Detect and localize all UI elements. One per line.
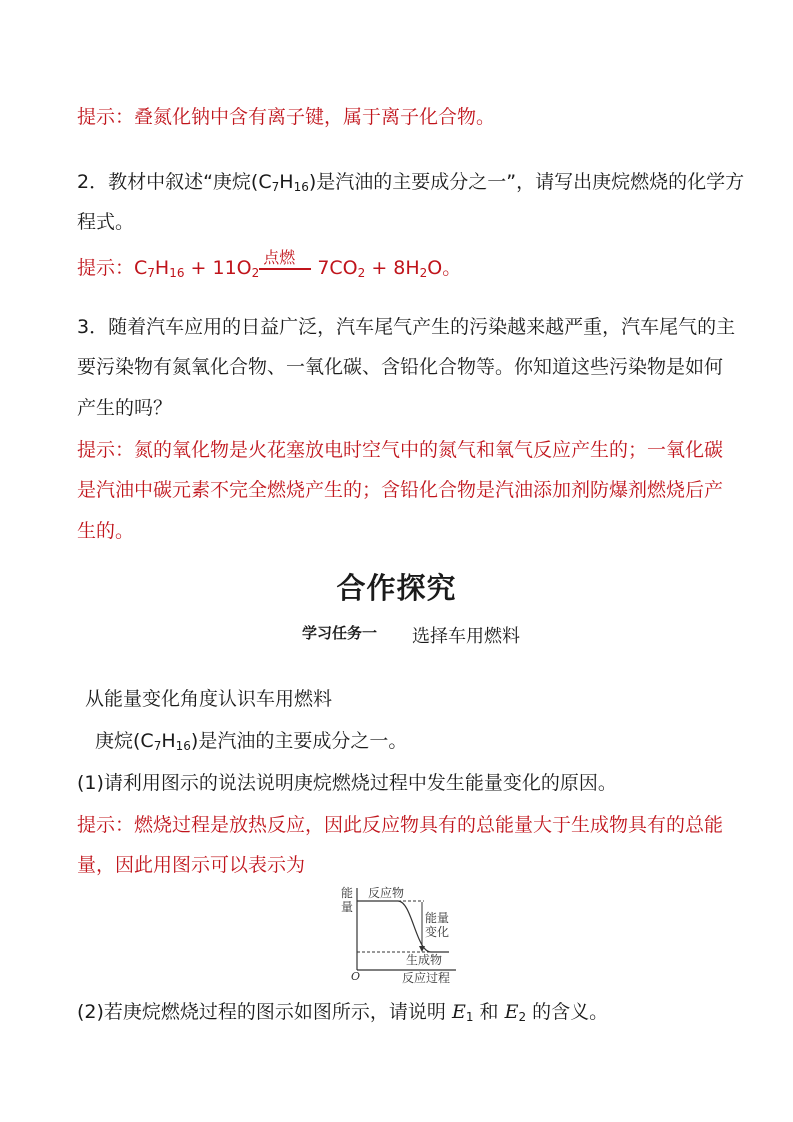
hint-3-line-2: 是汽油中碳元素不完全燃烧产生的；含铅化合物是汽油添加剂防爆剂燃烧后产 <box>77 479 724 501</box>
intro-a: 庚烷(C <box>95 730 154 752</box>
hint-3-line-3: 生的。 <box>77 520 135 542</box>
question-2-line-1 <box>77 170 744 199</box>
question-3-line-3: 产生的吗？ <box>77 397 173 419</box>
question-3-line-1: 3．随着汽车应用的日益广泛，汽车尾气产生的污染越来越严重，汽车尾气的主 <box>77 316 736 338</box>
x-axis-label: 反应过程 <box>402 971 451 984</box>
eq-end: O。 <box>427 257 462 279</box>
hint-2-equation <box>77 248 462 285</box>
intro-sub-16: 16 <box>175 739 191 753</box>
eq-sub-7: 7 <box>147 266 155 280</box>
eq-sub-16: 16 <box>169 266 185 280</box>
question-part-2 <box>77 1000 608 1029</box>
hint-4-line-2: 量，因此用图示可以表示为 <box>77 854 306 876</box>
p2-e1: E <box>451 1001 466 1023</box>
p2-sub-2: 2 <box>518 1010 527 1024</box>
intro-h: H <box>161 730 176 752</box>
question-part-1: (1)请利用图示的说法说明庚烷燃烧过程中发生能量变化的原因。 <box>77 772 617 794</box>
task-name: 选择车用燃料 <box>412 626 520 647</box>
energy-diagram <box>336 884 462 984</box>
origin-label: O <box>351 970 361 983</box>
eq-o2: + 11O <box>184 257 252 279</box>
task-label: 学习任务一 <box>302 624 378 642</box>
p2-sub-1: 1 <box>465 1010 474 1024</box>
energy-change-label-2: 变化 <box>425 925 450 939</box>
p2-b: 的含义。 <box>526 1001 609 1023</box>
hint-4-line-1: 提示：燃烧过程是放热反应，因此反应物具有的总能量大于生成物具有的总能 <box>77 814 724 836</box>
eq-sub-2a: 2 <box>251 266 260 280</box>
reaction-condition: 点燃 <box>263 248 296 267</box>
y-label-1: 能 <box>341 886 354 900</box>
eq-sub-2c: 2 <box>419 266 428 280</box>
q2-sub-7: 7 <box>271 180 280 194</box>
energy-change-label-1: 能量 <box>425 911 450 925</box>
q2-text-a: 2．教材中叙述“庚烷(C <box>77 171 272 193</box>
reaction-arrow <box>259 248 311 280</box>
eq-h2o: + 8H <box>365 257 420 279</box>
hint-1: 提示：叠氮化钠中含有离子键，属于离子化合物。 <box>77 106 496 128</box>
eq-h: H <box>154 257 170 279</box>
p2-a: (2)若庚烷燃烧过程的图示如图所示，请说明 <box>77 1001 452 1023</box>
arrow-head <box>419 946 425 952</box>
eq-sub-2b: 2 <box>357 266 366 280</box>
question-3-line-2: 要污染物有氮氧化合物、一氧化碳、含铅化合物等。你知道这些污染物是如何 <box>77 356 724 378</box>
p2-e2: E <box>504 1001 519 1023</box>
sub-heading: 从能量变化角度认识车用燃料 <box>85 688 333 710</box>
section-title: 合作探究 <box>336 571 457 605</box>
p2-mid: 和 <box>473 1001 505 1023</box>
q2-sub-16: 16 <box>293 180 309 194</box>
product-label: 生成物 <box>406 953 443 967</box>
intro-line <box>95 729 407 758</box>
question-2-line-2: 程式。 <box>77 211 135 233</box>
reactant-label: 反应物 <box>368 886 405 900</box>
hint-3-line-1: 提示：氮的氧化物是火花塞放电时空气中的氮气和氧气反应产生的；一氧化碳 <box>77 439 724 461</box>
q2-h: H <box>279 171 294 193</box>
intro-sub-7: 7 <box>153 739 162 753</box>
eq-co2: 7CO <box>311 257 358 279</box>
q2-text-b: )是汽油的主要成分之一”，请写出庚烷燃烧的化学方 <box>308 171 745 193</box>
intro-b: )是汽油的主要成分之一。 <box>190 730 408 752</box>
y-label-2: 量 <box>341 900 354 914</box>
eq-prefix: 提示：C <box>77 257 148 279</box>
